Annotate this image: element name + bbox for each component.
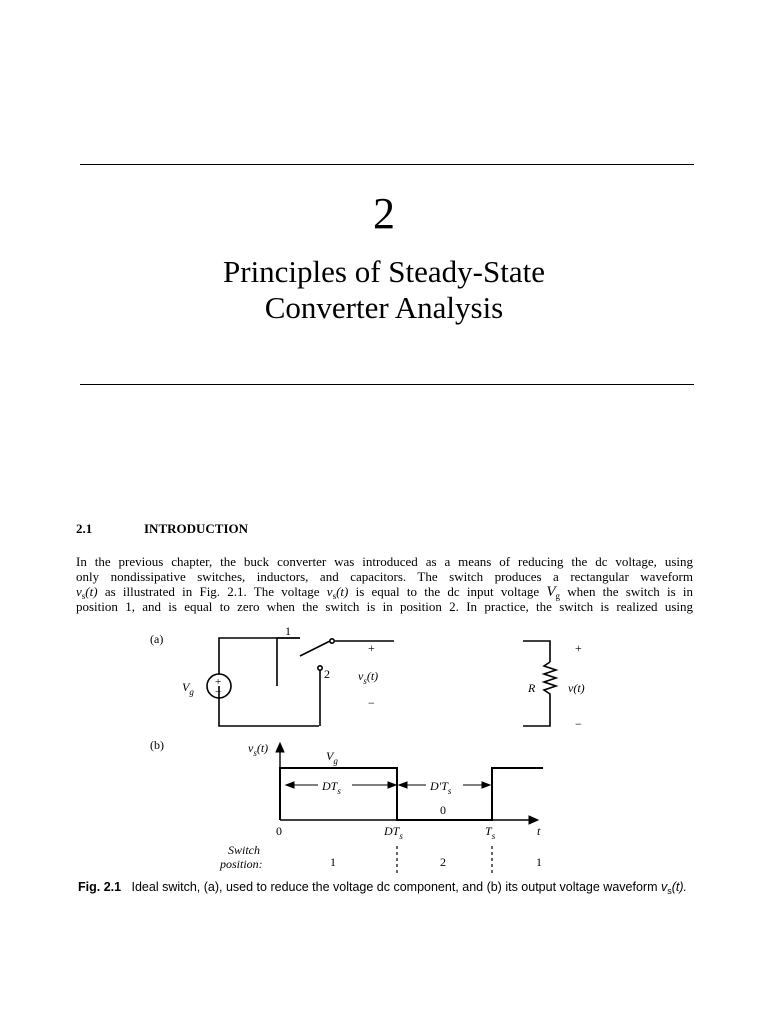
switch-position-label-2: position:: [220, 857, 263, 871]
switch-position-1-label: 1: [285, 624, 291, 638]
tick-ts-label: $T_s$: [485, 824, 496, 841]
position-2: 2: [440, 855, 446, 869]
tick-dts-label: $DT_s$: [384, 824, 403, 841]
zero-level-label: 0: [440, 803, 446, 817]
axis-t-label: t: [537, 824, 541, 838]
dpts-interval-label: $D'T_s$: [430, 779, 452, 796]
section-number: 2.1: [76, 521, 93, 536]
output-minus-label: −: [368, 696, 375, 710]
switch-blade: [300, 641, 330, 656]
tick-zero-label: 0: [276, 824, 282, 838]
resistor-symbol: [544, 662, 556, 696]
figure-caption: Fig. 2.1 Ideal switch, (a), used to reduce the voltage dc component, and (b) its output voltage waveform $v_s(t)$.: [78, 880, 687, 896]
source-label: $V_g$: [182, 680, 194, 697]
circuit-wire-source-top: [219, 638, 300, 674]
section-title: INTRODUCTION: [144, 521, 249, 536]
dpts-arrowhead-left: [399, 782, 407, 788]
switch-contact-1: [330, 639, 334, 643]
top-rule: [80, 164, 694, 165]
paragraph-line-3: $v_s(t)$ as illustrated in Fig. 2.1. The voltage $v_s(t)$ is equal to the dc input voltage $V_g$ when the switch is in: [76, 584, 694, 601]
load-plus-label: +: [575, 641, 582, 655]
position-1a: 1: [330, 855, 336, 869]
bottom-rule: [80, 384, 694, 385]
output-plus-label: +: [368, 641, 375, 655]
circuit-wire-right-bottom: [523, 696, 550, 726]
chapter-title-line-1: Principles of Steady-State: [223, 254, 545, 289]
chapter-number: 2: [373, 189, 395, 238]
x-axis-arrow: [529, 816, 538, 824]
dts-interval-label: $DT_s$: [322, 779, 341, 796]
y-axis-arrow: [276, 743, 284, 752]
dts-arrowhead-left: [286, 782, 294, 788]
load-voltage-label: v(t): [568, 681, 585, 695]
paragraph-line-1: In the previous chapter, the buck converter was introduced as a means of reducing the dc voltage, using: [76, 554, 693, 569]
resistor-label: R: [528, 681, 536, 695]
waveform-vg-label: $V_g$: [326, 749, 338, 766]
figure-2-1: [140, 622, 610, 874]
panel-a-label: (a): [150, 632, 164, 646]
waveform-trace: [280, 768, 543, 820]
figure-caption-label: Fig. 2.1: [78, 880, 122, 894]
circuit-wire-top-left: [277, 638, 300, 686]
paragraph-line-4: position 1, and is equal to zero when the switch is in position 2. In practice, the switch is realized using: [76, 599, 693, 614]
position-1b: 1: [536, 855, 542, 869]
load-minus-label: −: [575, 717, 582, 731]
dpts-arrowhead-right: [482, 782, 490, 788]
circuit-wire-bottom: [219, 686, 319, 726]
source-plus-label: +: [215, 676, 222, 688]
figure-caption-text: Ideal switch, (a), used to reduce the voltage dc component, and (b) its output voltage waveform: [131, 880, 661, 894]
vs-label: $v_s(t)$: [358, 669, 379, 686]
panel-b-label: (b): [150, 738, 164, 752]
switch-position-label-1: Switch: [228, 843, 260, 857]
circuit-wire-right: [523, 641, 550, 662]
waveform-y-label: $v_s(t)$: [248, 741, 269, 758]
paragraph-line-2: only nondissipative switches, inductors, and capacitors. The switch produces a rectangular waveform: [76, 569, 693, 584]
switch-position-2-label: 2: [324, 667, 330, 681]
section-heading: [76, 521, 248, 537]
switch-contact-2: [318, 666, 322, 670]
source-minus-label: −: [215, 686, 222, 698]
chapter-title-line-2: Converter Analysis: [264, 290, 504, 325]
dts-arrowhead-right: [388, 782, 396, 788]
